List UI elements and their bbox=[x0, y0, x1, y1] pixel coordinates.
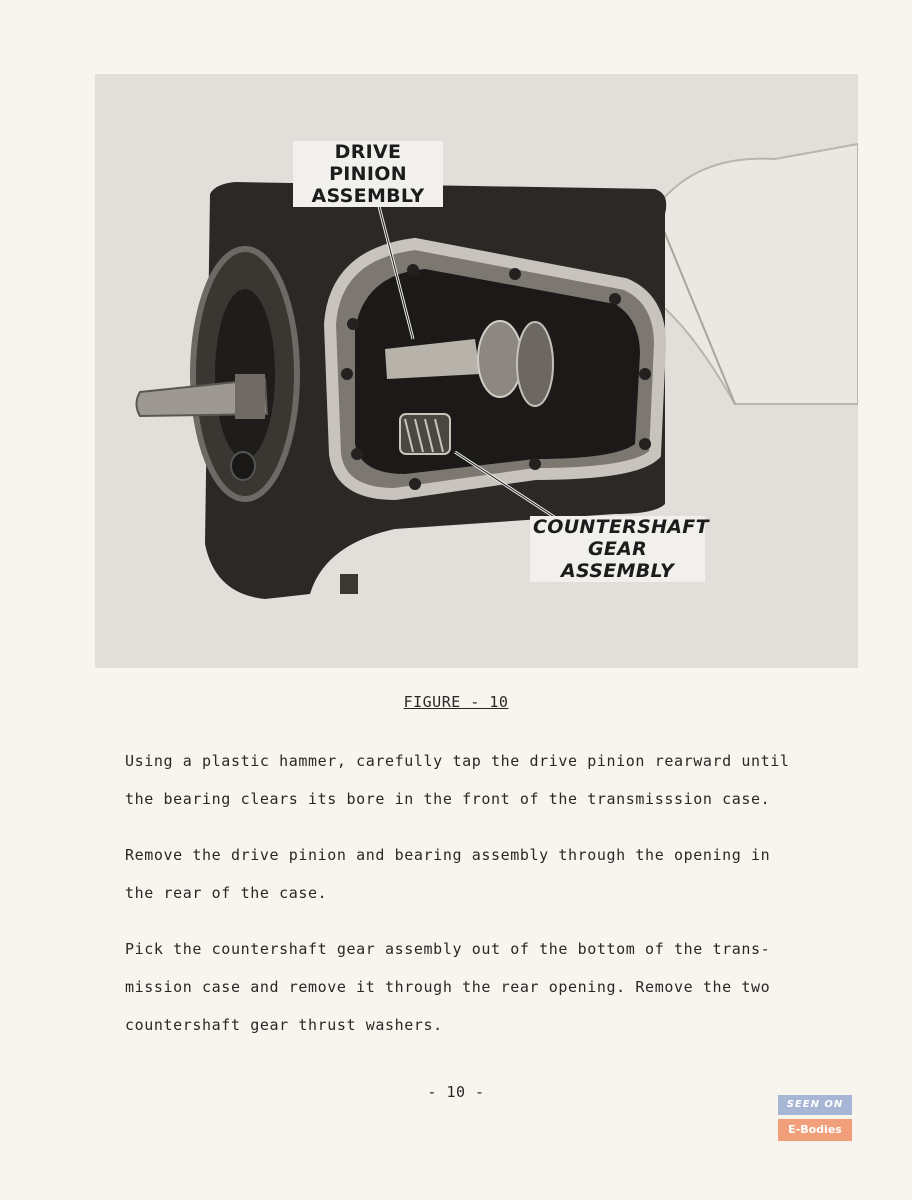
drive-pinion-callout-line-2: ASSEMBLY bbox=[293, 185, 443, 207]
paragraph-1-line-1: Using a plastic hammer, carefully tap the drive pinion rearward until bbox=[125, 752, 790, 770]
paragraph-2-line-2: the rear of the case. bbox=[125, 884, 328, 902]
paragraph-1 bbox=[125, 742, 825, 818]
transmission-illustration bbox=[95, 74, 858, 668]
drive-pinion-callout-line-1: DRIVE PINION bbox=[293, 141, 443, 185]
paragraph-3-line-2: mission case and remove it through the rear opening. Remove the two bbox=[125, 978, 771, 996]
figure-caption-text: FIGURE - 10 bbox=[403, 693, 509, 711]
countershaft-callout bbox=[530, 516, 709, 582]
paragraph-3-line-3: countershaft gear thrust washers. bbox=[125, 1016, 443, 1034]
paragraph-2-line-1: Remove the drive pinion and bearing assembly through the opening in bbox=[125, 846, 771, 864]
figure-caption bbox=[0, 693, 912, 711]
transmission-photo bbox=[95, 74, 858, 668]
drive-pinion-callout bbox=[293, 141, 443, 207]
watermark-badge bbox=[778, 1095, 852, 1141]
watermark-top-text: SEEN ON bbox=[778, 1095, 852, 1115]
page-number: - 10 - bbox=[427, 1083, 485, 1101]
paragraph-2 bbox=[125, 836, 825, 912]
watermark-bottom-text: E-Bodies bbox=[778, 1119, 852, 1141]
paragraph-1-line-2: the bearing clears its bore in the front of the transmisssion case. bbox=[125, 790, 771, 808]
countershaft-callout-line-1: COUNTERSHAFT bbox=[530, 516, 705, 538]
paragraph-3 bbox=[125, 930, 825, 1044]
countershaft-callout-line-2: GEAR ASSEMBLY bbox=[530, 538, 705, 582]
paragraph-3-line-1: Pick the countershaft gear assembly out of the bottom of the trans- bbox=[125, 940, 771, 958]
